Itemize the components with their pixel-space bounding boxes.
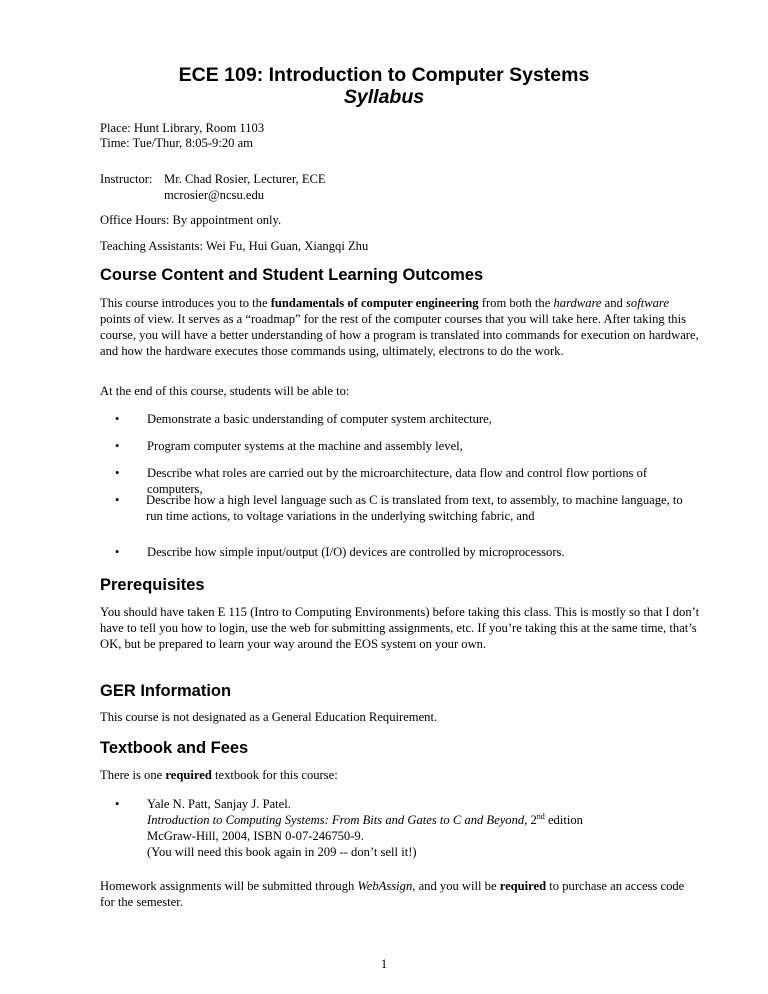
text: points of view. It serves as a “roadmap” for the rest of the computer courses that you will take here. After taking this course, you will have a better understanding of how a program is translated into commands for execution on hardware, and how the hardware executes those commands using, ultimately, electrons to do the work. [100, 312, 699, 358]
bullet-icon: • [115, 545, 120, 559]
document-title: ECE 109: Introduction to Computer Systems [178, 64, 590, 86]
content-paragraph [100, 295, 700, 359]
list-item-text: Describe what roles are carried out by the microarchitecture, data flow and control flow portions of computers, [147, 466, 648, 496]
instructor-label: Instructor: [100, 172, 153, 186]
instructor-name: Mr. Chad Rosier, Lecturer, ECE [164, 172, 326, 186]
text: textbook for this course: [211, 768, 338, 782]
list-item [115, 438, 700, 454]
text: and [601, 296, 626, 310]
list-item [115, 492, 700, 524]
list-item-text: Describe how a high level language such as C is translated from text, to assembly, to machine language, to run time actions, to voltage variations in the underlying switching fabric, and [146, 493, 683, 523]
book-authors: Yale N. Patt, Sanjay J. Patel. [147, 797, 291, 811]
section-heading-prerequisites: Prerequisites [100, 576, 205, 594]
section-heading-ger: GER Information [100, 682, 232, 700]
office-hours: Office Hours: By appointment only. [100, 213, 282, 227]
textbook-intro [100, 767, 700, 783]
section-heading-content: Course Content and Student Learning Outcomes [100, 266, 484, 284]
text-bold: fundamentals of computer engineering [270, 296, 479, 310]
list-item [115, 411, 700, 427]
list-item-text: Demonstrate a basic understanding of computer system architecture, [147, 412, 492, 426]
text: Homework assignments will be submitted through [100, 879, 358, 893]
place: Place: Hunt Library, Room 1103 [100, 121, 265, 135]
edition-superscript: nd [536, 811, 545, 821]
page-number: 1 [380, 957, 388, 971]
bullet-icon: • [115, 412, 120, 426]
homework-paragraph [100, 878, 700, 910]
text-italic: software [626, 296, 669, 310]
bullet-icon: • [115, 439, 120, 453]
instructor [100, 171, 700, 203]
teaching-assistants: Teaching Assistants: Wei Fu, Hui Guan, Xiangqi Zhu [100, 239, 369, 253]
text: to purchase an access code for the semester. [100, 879, 685, 909]
text: from both the [478, 296, 554, 310]
bullet-icon: • [115, 466, 120, 480]
text: There is one [100, 768, 166, 782]
bullet-icon: • [115, 797, 120, 811]
text-bold: required [165, 768, 212, 782]
instructor-email: mcrosier@ncsu.edu [164, 188, 265, 202]
time: Time: Tue/Thur, 8:05-9:20 am [100, 136, 253, 150]
text-bold: required [499, 879, 547, 893]
text-italic: hardware [553, 296, 602, 310]
list-item [115, 544, 700, 560]
book-publisher: McGraw-Hill, 2004, ISBN 0-07-246750-9. [147, 829, 364, 843]
textbook-item [115, 796, 700, 860]
list-item-text: Describe how simple input/output (I/O) devices are controlled by microprocessors. [147, 545, 565, 559]
book-title: Introduction to Computing Systems: From Bits and Gates to C and Beyond [147, 813, 525, 827]
document-subtitle: Syllabus [343, 86, 425, 108]
text: This course introduces you to the [100, 296, 271, 310]
section-heading-textbook: Textbook and Fees [100, 739, 249, 757]
prerequisites-paragraph: You should have taken E 115 (Intro to Computing Environments) before taking this class. This is mostly so that I don’t have to tell you how to login, use the web for submitting assignments, etc. If you’re taking this at the same time, that’s OK, but be prepared to learn your way around the EOS system on your own. [100, 605, 700, 651]
book-edition-label: edition [544, 813, 583, 827]
text: , and you will be [412, 879, 500, 893]
bullet-icon: • [115, 493, 120, 507]
ger-paragraph: This course is not designated as a General Education Requirement. [100, 710, 438, 724]
text-italic: WebAssign [357, 879, 413, 893]
book-note: (You will need this book again in 209 -- don’t sell it!) [147, 845, 417, 859]
list-item-text: Program computer systems at the machine and assembly level, [147, 439, 463, 453]
outcomes-intro: At the end of this course, students will be able to: [100, 384, 350, 398]
book-edition: , 2 [524, 813, 537, 827]
